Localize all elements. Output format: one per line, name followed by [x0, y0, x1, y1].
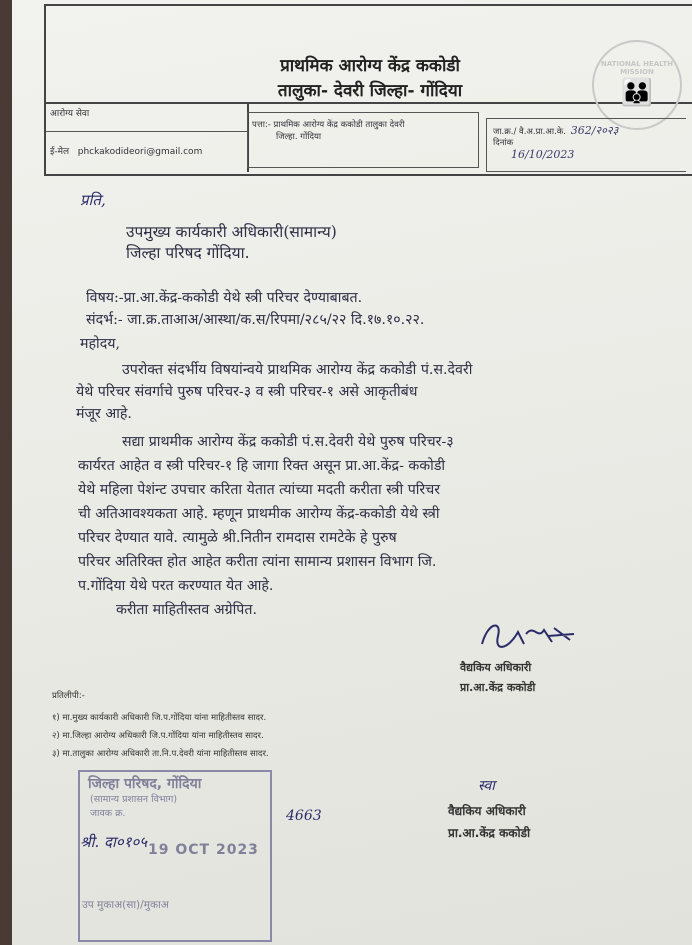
copy-list-heading: प्रतिलीपी:- [52, 691, 85, 701]
email-line [50, 144, 202, 157]
reference-cell [486, 118, 686, 172]
ref-label: जा.क्र./ वै.अ.प्रा.आ.के. [493, 127, 566, 137]
stamp-date: 19 OCT 2023 [148, 842, 259, 858]
stamp-footer: उप मुकाअ(सा)/मुकाअ [82, 899, 169, 911]
reference-line: संदर्भ:- जा.क्र.ताआअ/आस्था/क.स/रिपमा/२८५/२२ दि.१७.१०.२२. [86, 312, 425, 328]
stamp-initials: श्री. दा०१०५ [80, 833, 148, 851]
paragraph-2-line-5: परिचर देण्यात यावे. त्यामुळे श्री.नितीन रामदास रामटेके हे पुरुष [78, 530, 397, 546]
paragraph-2-line-2: कार्यरत आहेत व स्त्री परिचर-१ हि जागा रिक्त असून प्रा.आ.केंद्र- ककोडी [78, 458, 446, 474]
paragraph-1-line-3: मंजूर आहे. [76, 406, 132, 422]
letter-page [12, 0, 692, 945]
ref-number: 362/२०२३ [570, 124, 619, 137]
email-address: phckakodideori@gmail.com [77, 147, 203, 157]
stamp-department: (सामान्य प्रशासन विभाग) [90, 794, 178, 805]
copy-item-1: १) मा.मुख्य कार्यकारी अधिकारी जि.प.गोंदिया यांना माहितीस्तव सादर. [52, 713, 267, 723]
nhm-logo-text: NATIONAL HEALTH MISSION [600, 60, 674, 76]
date-handwritten: 16/10/2023 [511, 148, 575, 161]
letterhead-title-block [46, 6, 692, 108]
family-icon: 👪 [620, 78, 654, 108]
stamp-office: जिल्हा परिषद, गोंदिया [88, 776, 202, 792]
recipient-line-1: उपमुख्य कार्यकारी अधिकारी(सामान्य) [126, 223, 337, 241]
signature-scribble [474, 614, 584, 656]
second-signer-title-1: वैद्यकिय अधिकारी [448, 804, 526, 818]
paragraph-2-line-3: येथे महिला पेशंन्ट उपचार करिता येतात त्यांच्या मदती करीता स्त्री परिचर [78, 482, 441, 498]
date-label: दिनांक [493, 138, 514, 148]
to-label: प्रति, [80, 191, 106, 209]
paragraph-2-line-6: परिचर अतिरिक्त होत आहेत करीता त्यांना सामान्य प्रशासन विभाग जि. [78, 554, 437, 570]
stamp-dispatch-label: जावक क्र. [90, 808, 126, 819]
paragraph-2-line-7: प.गोंदिया येथे परत करण्यात येत आहे. [78, 578, 274, 594]
copy-item-3: ३) मा.तालुका आरोग्य अधिकारी ता.नि.प.देवरी यांना माहितीस्तव सादर. [52, 749, 269, 759]
signer-title-2: प्रा.आ.केंद्र ककोडी [460, 681, 536, 694]
paragraph-2-line-1: सद्या प्राथमीक आरोग्य केंद्र ककोडी पं.स.देवरी येथे पुरुष परिचर-३ [122, 434, 454, 450]
recipient-line-2: जिल्हा परिषद गोंदिया. [126, 244, 250, 262]
paragraph-1-line-2: येथे परिचर संवर्गाचे पुरुष परिचर-३ व स्त्री परिचर-१ असे आकृतीबंध [76, 384, 418, 400]
email-label: ई-मेल [50, 147, 70, 157]
letterhead-title: प्राथमिक आरोग्य केंद्र ककोडी [280, 56, 460, 76]
subject-line: विषय:-प्रा.आ.केंद्र-ककोडी येथे स्त्री परिचर देण्याबाबत. [86, 290, 363, 306]
closing-line: करीता माहितीस्तव अग्रेपित. [116, 602, 257, 618]
service-label: आरोग्य सेवा [46, 102, 247, 132]
inward-number: 4663 [286, 808, 322, 824]
inward-stamp [78, 770, 272, 942]
signer-title-1: वैद्यकिय अधिकारी [460, 661, 532, 674]
address-cell [247, 112, 479, 168]
letterhead [44, 4, 692, 176]
letterhead-subtitle: तालुका- देवरी जिल्हा- गोंदिया [277, 81, 463, 101]
salutation: महोदय, [80, 336, 120, 352]
second-sign-label: स्वा [478, 778, 495, 794]
address-line-1: पत्ता:- प्राथमिक आरोग्य केंद्र ककोडी तालुका देवरी [252, 120, 405, 130]
letterhead-info-row [46, 102, 692, 172]
paragraph-2-line-4: ची अतिआवश्यकता आहे. म्हणून प्राथमीक आरोग्य केंद्र-ककोडी येथे स्त्री [78, 506, 440, 522]
contact-cell [46, 102, 249, 172]
address-line-2: जिल्हा. गोंदिया [276, 132, 322, 142]
copy-item-2: २) मा.जिल्हा आरोग्य अधिकारी जि.प.गोंदिया यांना माहितीस्तव सादर. [52, 731, 264, 741]
paragraph-1-line-1: उपरोक्त संदर्भीय विषयांन्वये प्राथमिक आरोग्य केंद्र ककोडी पं.स.देवरी [122, 362, 473, 378]
second-signer-title-2: प्रा.आ.केंद्र ककोडी [448, 826, 531, 840]
